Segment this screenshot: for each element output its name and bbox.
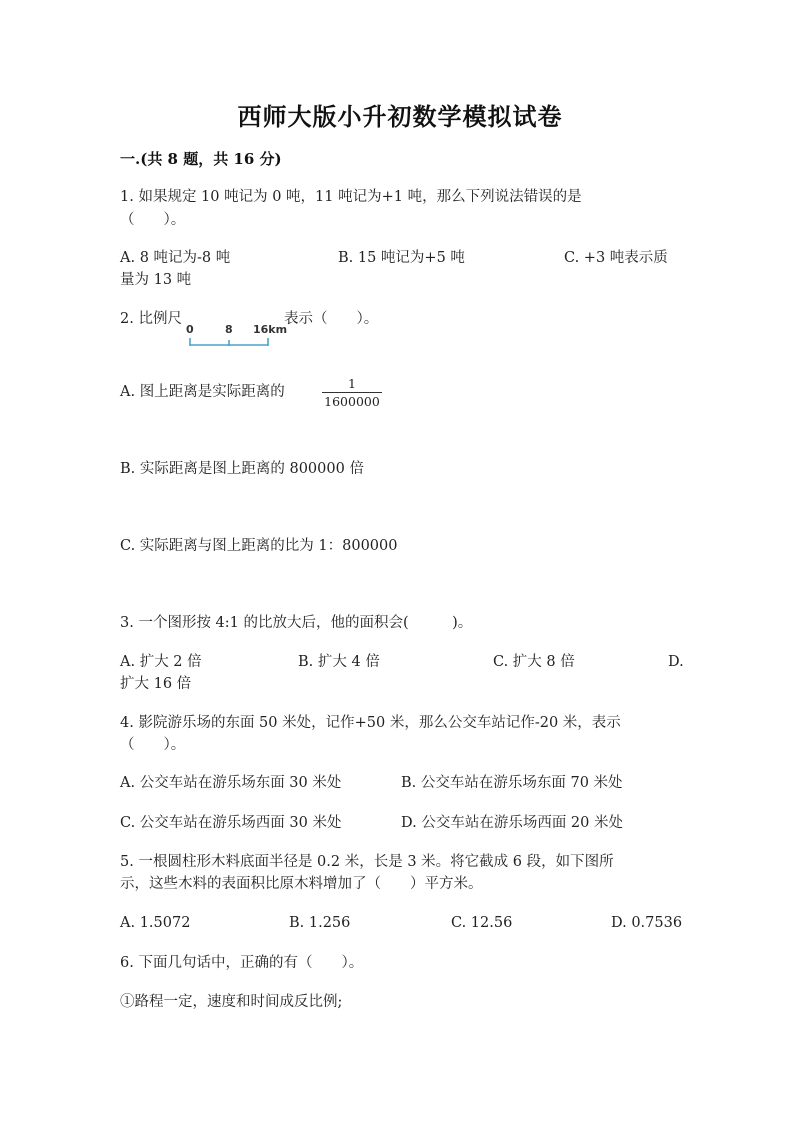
q5-stem-line1: 5. 一根圆柱形木料底面半径是 0.2 米，长是 3 米。将它截成 6 段，如下图所 — [120, 854, 614, 870]
q3-stem: 3. 一个图形按 4:1 的比放大后，他的面积会( )。 — [120, 615, 473, 631]
scale-label-8: 8 — [225, 323, 233, 336]
q3-option-d: D. — [668, 654, 684, 670]
q6-stem: 6. 下面几句话中，正确的有（ ）。 — [120, 955, 364, 971]
q5-option-d: D. 0.7536 — [611, 915, 683, 931]
q1-stem-line2: （ ）。 — [120, 212, 186, 228]
q2-option-a-fraction — [322, 376, 382, 409]
scale-label-0: 0 — [186, 323, 194, 336]
q1-option-a: A. 8 吨记为-8 吨 — [120, 250, 231, 266]
fraction-bar — [322, 392, 382, 393]
q2-stem-prefix: 2. 比例尺 — [120, 311, 182, 327]
q4-stem-line1: 4. 影院游乐场的东面 50 米处，记作+50 米，那么公交车站记作-20 米，表示 — [120, 715, 621, 731]
q5-option-b: B. 1.256 — [289, 915, 351, 931]
q5-option-c: C. 12.56 — [451, 915, 513, 931]
q4-option-d: D. 公交车站在游乐场西面 20 米处 — [401, 815, 623, 831]
page-title: 西师大版小升初数学模拟试卷 — [237, 102, 563, 131]
q3-option-b: B. 扩大 4 倍 — [298, 654, 380, 670]
q4-option-a: A. 公交车站在游乐场东面 30 米处 — [120, 775, 342, 791]
q3-option-a: A. 扩大 2 倍 — [120, 654, 202, 670]
q1-option-c-cont: 量为 13 吨 — [120, 272, 192, 288]
scale-label-16km: 16km — [253, 323, 288, 336]
q4-option-c: C. 公交车站在游乐场西面 30 米处 — [120, 815, 342, 831]
q4-option-b: B. 公交车站在游乐场东面 70 米处 — [401, 775, 623, 791]
q3-option-d-cont: 扩大 16 倍 — [120, 676, 192, 692]
q1-stem-line1: 1. 如果规定 10 吨记为 0 吨，11 吨记为+1 吨，那么下列说法错误的是 — [120, 189, 582, 205]
section-heading: 一.(共 8 题，共 16 分) — [120, 150, 282, 168]
q1-option-c: C. +3 吨表示质 — [564, 250, 668, 266]
q6-item-1: ①路程一定，速度和时间成反比例; — [120, 994, 343, 1010]
scale-bar-icon — [188, 337, 272, 349]
q4-stem-line2: （ ）。 — [120, 737, 186, 753]
q2-option-c: C. 实际距离与图上距离的比为 1：800000 — [120, 538, 398, 554]
q2-stem-suffix: 表示（ ）。 — [284, 311, 379, 327]
q2-option-b: B. 实际距离是图上距离的 800000 倍 — [120, 461, 364, 477]
q5-option-a: A. 1.5072 — [120, 915, 191, 931]
q3-option-c: C. 扩大 8 倍 — [493, 654, 575, 670]
q2-option-a: A. 图上距离是实际距离的 — [120, 384, 285, 400]
fraction-denominator: 1600000 — [324, 394, 380, 409]
q1-option-b: B. 15 吨记为+5 吨 — [338, 250, 465, 266]
q5-stem-line2: 示，这些木料的表面积比原木料增加了（ ）平方米。 — [120, 876, 483, 892]
fraction-numerator: 1 — [348, 376, 356, 391]
